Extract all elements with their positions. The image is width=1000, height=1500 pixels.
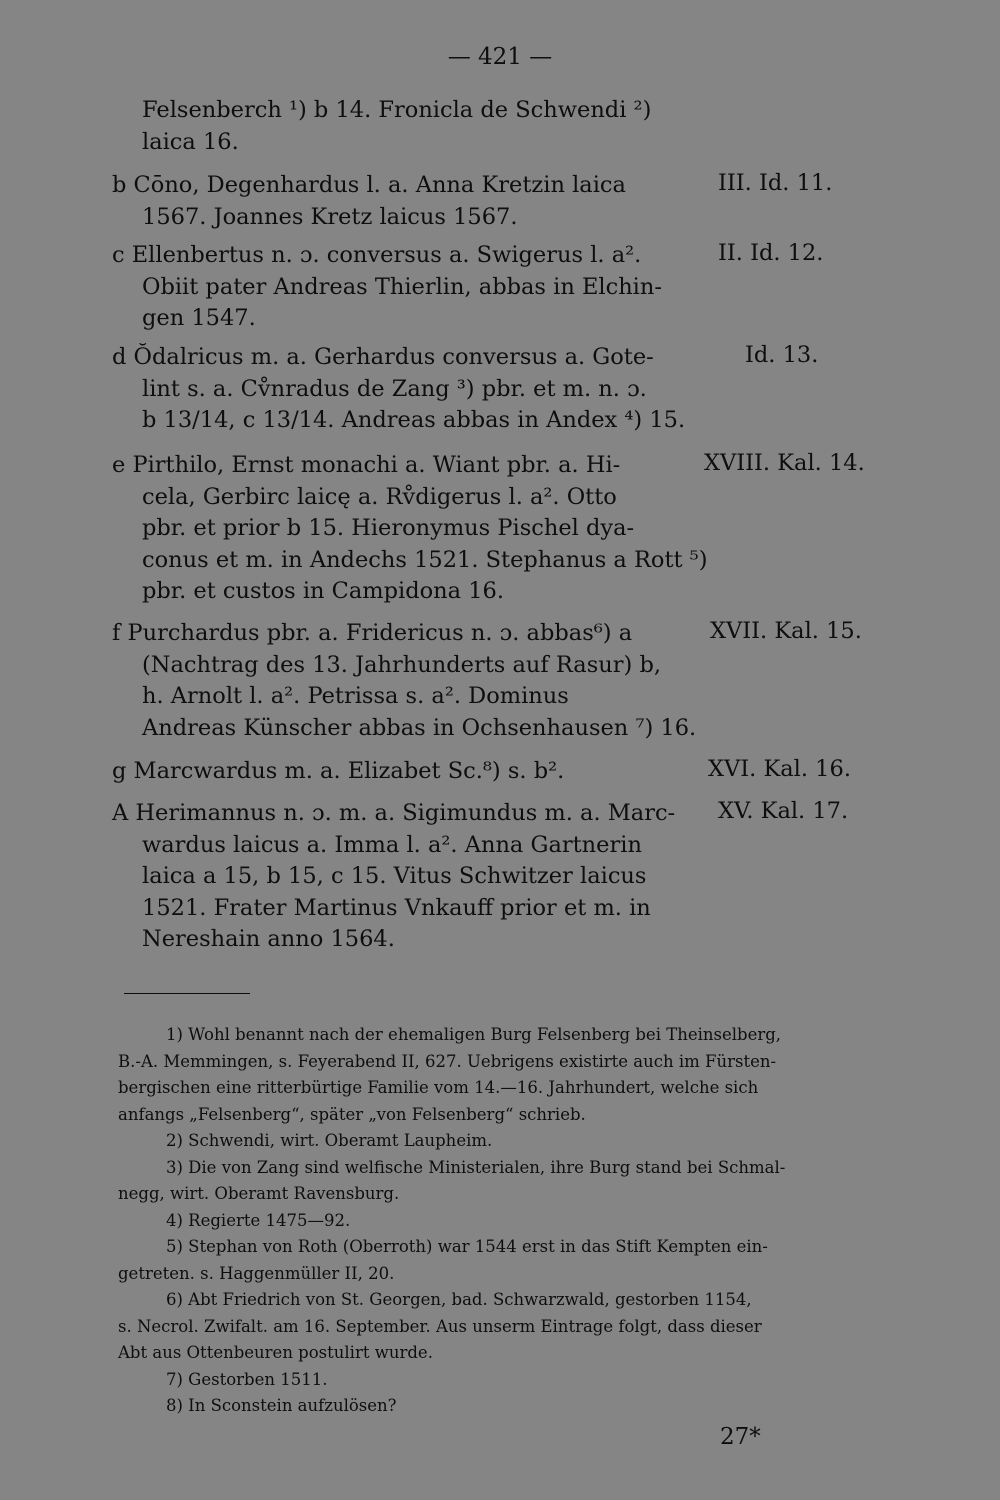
footnote-line: getreten. s. Haggenmüller II, 20.	[118, 1263, 395, 1283]
entry-line: Andreas Künscher abbas in Ochsenhausen ⁷) 16.	[142, 714, 697, 741]
footnote-line: 4) Regierte 1475—92.	[166, 1210, 351, 1230]
calendar-date: XVIII. Kal. 14.	[704, 450, 865, 476]
entry-line: (Nachtrag des 13. Jahrhunderts auf Rasur) b,	[142, 651, 661, 678]
footnote	[118, 1128, 890, 1155]
entry-line: 1567. Joannes Kretz laicus 1567.	[142, 203, 518, 230]
entry-line: gen 1547.	[142, 305, 256, 331]
entry-line: d Ŏdalricus m. a. Gerhardus conversus a. Gote-	[112, 344, 654, 370]
entry-line: A Herimannus n. ɔ. m. a. Sigimundus m. a. Marc-	[112, 800, 676, 826]
footnote	[118, 1393, 890, 1420]
entry-line: f Purchardus pbr. a. Fridericus n. ɔ. abbas⁶) a	[112, 620, 633, 646]
entry-line: Felsenberch ¹) b 14. Fronicla de Schwendi ²)	[142, 97, 652, 123]
calendar-entry	[112, 618, 697, 744]
calendar-date: XVI. Kal. 16.	[708, 756, 851, 782]
entry-line: b Cōno, Degenhardus l. a. Anna Kretzin laica	[112, 172, 626, 198]
calendar-entry	[112, 240, 692, 335]
footnote-line: Abt aus Ottenbeuren postulirt wurde.	[118, 1343, 433, 1362]
entry-line: h. Arnolt l. a². Petrissa s. a². Dominus	[142, 683, 569, 709]
calendar-date: XV. Kal. 17.	[718, 798, 849, 824]
footnote-line: negg, wirt. Oberamt Ravensburg.	[118, 1184, 400, 1203]
footnote-line: s. Necrol. Zwifalt. am 16. September. Aus unserm Eintrage folgt, dass dieser	[118, 1316, 762, 1336]
entry-line: wardus laicus a. Imma l. a². Anna Gartnerin	[142, 831, 642, 858]
footnote-line: 6) Abt Friedrich von St. Georgen, bad. Schwarzwald, gestorben 1154,	[166, 1290, 752, 1309]
calendar-entry	[112, 95, 692, 158]
footnote-line: anfangs „Felsenberg“, später „von Felsenberg“ schrieb.	[118, 1104, 586, 1124]
entry-line: Nereshain anno 1564.	[142, 926, 395, 952]
footnote-line: 8) In Sconstein aufzulösen?	[166, 1396, 397, 1415]
page-number: — 421 —	[447, 44, 553, 70]
entry-line: g Marcwardus m. a. Elizabet Sc.⁸) s. b².	[112, 758, 565, 784]
entry-line: cela, Gerbirc laicę a. Rv̊digerus l. a². Otto	[142, 483, 617, 510]
sheet-signature: 27*	[720, 1424, 761, 1450]
calendar-entry	[112, 798, 692, 956]
entry-line: 1521. Frater Martinus Vnkauff prior et m. in	[142, 894, 651, 921]
entry-line: pbr. et custos in Campidona 16.	[142, 578, 505, 604]
footnote	[118, 1287, 890, 1367]
footnote-line: 5) Stephan von Roth (Oberroth) war 1544 erst in das Stift Kempten ein-	[166, 1237, 768, 1256]
calendar-entry	[112, 756, 692, 788]
footnote-line: bergischen eine ritterbürtige Familie vom 14.—16. Jahrhundert, welche sich	[118, 1078, 759, 1097]
entry-line: c Ellenbertus n. ɔ. conversus a. Swigerus l. a².	[112, 242, 642, 268]
footnote-line: 3) Die von Zang sind welfische Ministerialen, ihre Burg stand bei Schmal-	[166, 1157, 786, 1177]
entry-line: b 13/14, c 13/14. Andreas abbas in Andex ⁴) 15.	[142, 407, 686, 433]
footnote	[118, 1208, 890, 1235]
entry-line: e Pirthilo, Ernst monachi a. Wiant pbr. a. Hi-	[112, 452, 621, 478]
calendar-date: Id. 13.	[745, 342, 819, 368]
calendar-entry	[112, 450, 708, 608]
calendar-entry	[112, 170, 692, 233]
footnote	[118, 1155, 890, 1208]
footnote	[118, 1022, 890, 1128]
footnote	[118, 1367, 890, 1394]
footnote-divider	[124, 993, 250, 994]
calendar-date: III. Id. 11.	[718, 170, 833, 196]
footnote-line: B.-A. Memmingen, s. Feyerabend II, 627. Uebrigens existirte auch im Fürsten-	[118, 1051, 777, 1071]
footnotes	[118, 1022, 890, 1420]
entry-line: lint s. a. Cv̊nradus de Zang ³) pbr. et m. n. ɔ.	[142, 375, 647, 402]
calendar-date: II. Id. 12.	[718, 240, 824, 266]
entry-line: conus et m. in Andechs 1521. Stephanus a Rott ⁵)	[142, 546, 708, 573]
entry-line: laica 16.	[142, 128, 239, 155]
entry-line: pbr. et prior b 15. Hieronymus Pischel dya-	[142, 515, 635, 541]
footnote-line: 7) Gestorben 1511.	[166, 1369, 328, 1389]
footnote-line: 1) Wohl benannt nach der ehemaligen Burg Felsenberg bei Theinselberg,	[166, 1025, 782, 1044]
entry-line: laica a 15, b 15, c 15. Vitus Schwitzer laicus	[142, 863, 647, 889]
calendar-entry	[112, 342, 692, 437]
footnote-line: 2) Schwendi, wirt. Oberamt Laupheim.	[166, 1131, 493, 1150]
footnote	[118, 1234, 890, 1287]
entry-line: Obiit pater Andreas Thierlin, abbas in Elchin-	[142, 273, 662, 300]
calendar-date: XVII. Kal. 15.	[710, 618, 862, 644]
